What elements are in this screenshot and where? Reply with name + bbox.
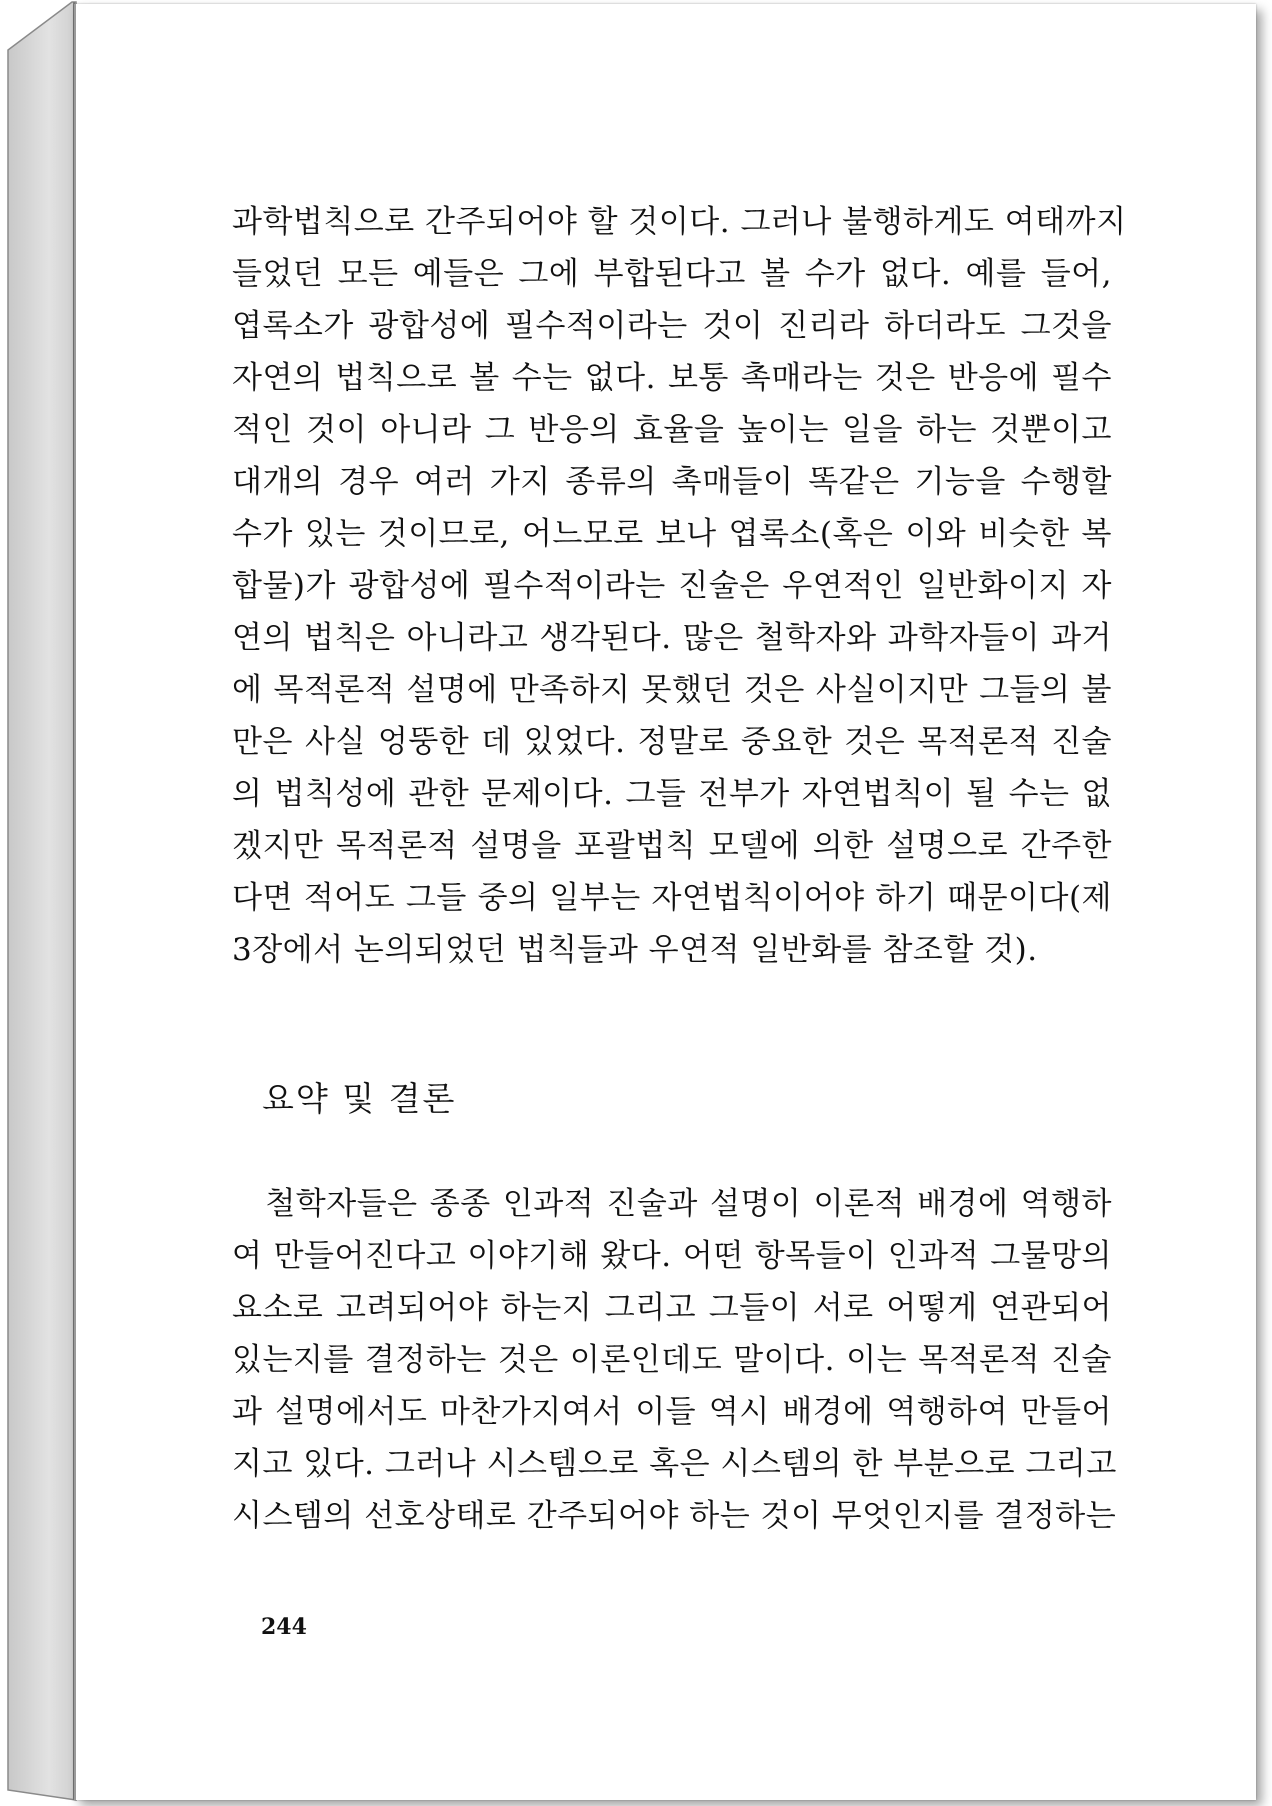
text-line: 요소로 고려되어야 하는지 그리고 그들이 서로 어떻게 연관되어 (232, 1290, 1112, 1326)
text-line: 자연의 법칙으로 볼 수는 없다. 보통 촉매라는 것은 반응에 필수 (232, 360, 1112, 396)
page-number: 244 (261, 1614, 307, 1640)
text-line: 지고 있다. 그러나 시스템으로 혹은 시스템의 한 부분으로 그리고 (232, 1446, 1117, 1482)
text-line: 합물)가 광합성에 필수적이라는 진술은 우연적인 일반화이지 자 (232, 568, 1112, 604)
section-heading: 요약 및 결론 (262, 1079, 457, 1118)
text-line: 겠지만 목적론적 설명을 포괄법칙 모델에 의한 설명으로 간주한 (232, 828, 1112, 864)
text-line: 연의 법칙은 아니라고 생각된다. 많은 철학자와 과학자들이 과거 (232, 620, 1112, 656)
text-line: 들었던 모든 예들은 그에 부합된다고 볼 수가 없다. 예를 들어, (232, 256, 1112, 292)
text-line: 과 설명에서도 마찬가지여서 이들 역시 배경에 역행하여 만들어 (232, 1394, 1112, 1430)
text-line: 엽록소가 광합성에 필수적이라는 것이 진리라 하더라도 그것을 (232, 308, 1112, 344)
text-line: 있는지를 결정하는 것은 이론인데도 말이다. 이는 목적론적 진술 (232, 1342, 1112, 1378)
text-line: 만은 사실 엉뚱한 데 있었다. 정말로 중요한 것은 목적론적 진술 (232, 724, 1112, 760)
text-line: 의 법칙성에 관한 문제이다. 그들 전부가 자연법칙이 될 수는 없 (232, 776, 1112, 812)
text-line: 다면 적어도 그들 중의 일부는 자연법칙이어야 하기 때문이다(제 (232, 880, 1112, 916)
text-line: 적인 것이 아니라 그 반응의 효율을 높이는 일을 하는 것뿐이고 (232, 412, 1112, 448)
text-line: 시스템의 선호상태로 간주되어야 하는 것이 무엇인지를 결정하는 (232, 1498, 1117, 1534)
text-line: 대개의 경우 여러 가지 종류의 촉매들이 똑같은 기능을 수행할 (232, 464, 1112, 500)
body-paragraph-1 (232, 196, 1127, 976)
text-line: 수가 있는 것이므로, 어느모로 보나 엽록소(혹은 이와 비슷한 복 (232, 516, 1112, 552)
text-line: 에 목적론적 설명에 만족하지 못했던 것은 사실이지만 그들의 불 (232, 672, 1112, 708)
text-line: 과학법칙으로 간주되어야 할 것이다. 그러나 불행하게도 여태까지 (232, 204, 1127, 240)
text-line: 철학자들은 종종 인과적 진술과 설명이 이론적 배경에 역행하 (232, 1186, 1112, 1222)
body-paragraph-2 (232, 1178, 1117, 1542)
text-line: 여 만들어진다고 이야기해 왔다. 어떤 항목들이 인과적 그물망의 (232, 1238, 1112, 1274)
text-line: 3장에서 논의되었던 법칙들과 우연적 일반화를 참조할 것). (232, 932, 1038, 968)
